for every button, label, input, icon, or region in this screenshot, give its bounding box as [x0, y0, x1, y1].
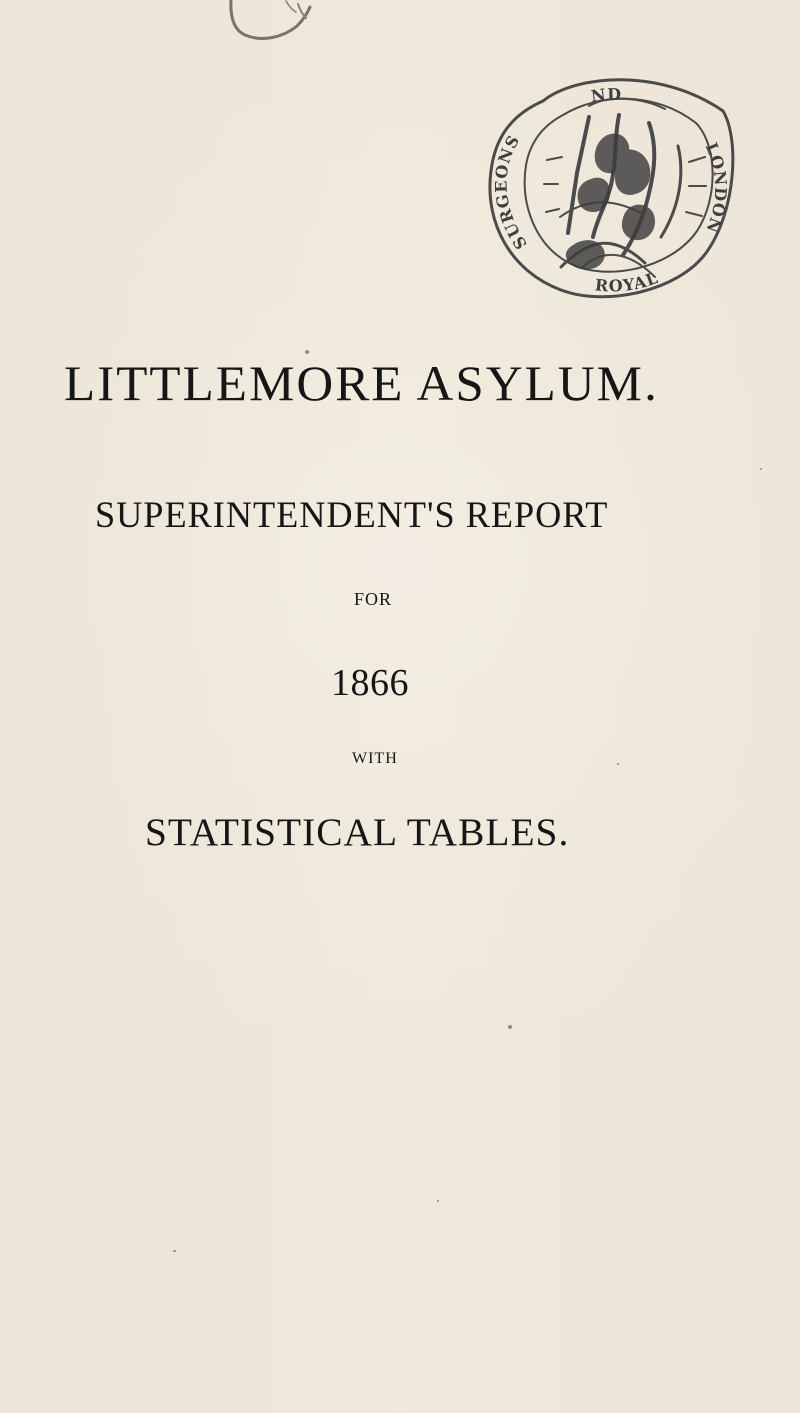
paper-speck — [305, 350, 309, 354]
page-title: LITTLEMORE ASYLUM. — [64, 355, 659, 411]
report-subtitle: SUPERINTENDENT'S REPORT — [95, 495, 609, 536]
torn-edge-mark — [228, 0, 314, 60]
stamp-right-text: LONDON — [701, 139, 731, 237]
paper-speck — [617, 763, 619, 765]
stamp-left-text: SURGEONS — [491, 131, 531, 253]
report-year: 1866 — [331, 662, 409, 704]
paper-speck — [760, 468, 762, 470]
paper-speck — [508, 1025, 512, 1029]
with-label: WITH — [352, 750, 398, 767]
library-stamp-icon — [477, 67, 742, 322]
stamp-top-text: ND — [589, 84, 623, 106]
paper-speck — [173, 1250, 176, 1252]
for-label: FOR — [354, 589, 393, 609]
paper-speck — [437, 1200, 439, 1202]
stamp-bottom-text: ROYAL — [594, 267, 662, 296]
statistical-tables-title: STATISTICAL TABLES. — [145, 811, 570, 854]
